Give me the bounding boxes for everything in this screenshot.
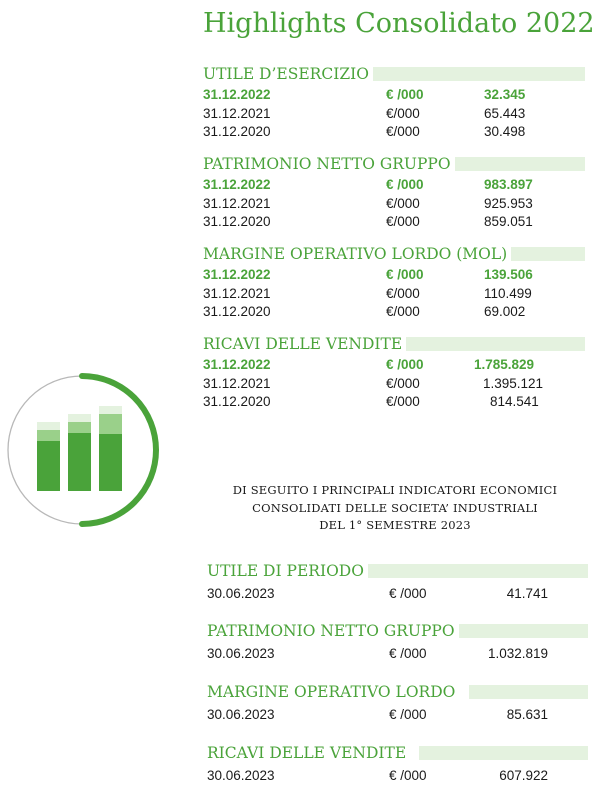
section-title: RICAVI DELLE VENDITE: [207, 743, 410, 763]
row-value: 1.395.121: [483, 375, 544, 391]
row-date: 31.12.2020: [203, 394, 271, 409]
table-row: [203, 176, 585, 195]
row-date: 30.06.2023: [207, 646, 275, 661]
section-margine-operativo-semestre: [207, 682, 588, 725]
row-unit: € /000: [389, 768, 427, 783]
section-header: [207, 561, 588, 585]
section-title: PATRIMONIO NETTO GRUPPO: [207, 621, 459, 641]
section-header: [203, 154, 585, 176]
row-unit: €/000: [386, 124, 420, 139]
row-unit: € /000: [386, 357, 424, 372]
page-title: Highlights Consolidato 2022: [203, 8, 595, 39]
row-date: 31.12.2022: [203, 87, 271, 102]
row-date: 31.12.2021: [203, 375, 271, 391]
table-row: [207, 645, 588, 664]
table-row: [203, 123, 585, 142]
row-value: 110.499: [484, 285, 532, 301]
section-header-bar: [439, 157, 585, 171]
row-date: 30.06.2023: [207, 586, 275, 601]
table-row: [203, 195, 585, 214]
table-row: [203, 266, 585, 285]
row-value: 65.443: [484, 105, 526, 121]
row-unit: €/000: [386, 304, 420, 319]
row-date: 31.12.2020: [203, 124, 271, 139]
intro-line: DEL 1° SEMESTRE 2023: [319, 518, 471, 532]
row-value: 1.032.819: [487, 646, 548, 661]
section-utile-esercizio: [203, 64, 585, 142]
section-title: MARGINE OPERATIVO LORDO: [207, 682, 459, 702]
table-row: [203, 393, 585, 412]
section-ricavi-vendite-semestre: [207, 743, 588, 786]
table-row: [207, 585, 588, 604]
section-header: [207, 621, 588, 645]
row-unit: € /000: [389, 646, 427, 661]
row-value: 859.051: [484, 214, 533, 229]
row-date: 31.12.2022: [203, 357, 271, 372]
row-date: 31.12.2020: [203, 214, 271, 229]
table-row: [203, 285, 585, 304]
row-unit: €/000: [386, 214, 420, 229]
row-value: 41.741: [506, 586, 548, 601]
table-row: [207, 767, 588, 786]
section-header: [207, 682, 588, 706]
section-title: UTILE DI PERIODO: [207, 561, 368, 581]
section-title: MARGINE OPERATIVO LORDO (MOL): [203, 244, 511, 264]
section-title: RICAVI DELLE VENDITE: [203, 334, 406, 354]
row-unit: €/000: [386, 375, 420, 391]
section-header: [203, 64, 585, 86]
section-header-bar: [453, 624, 588, 638]
section-title: PATRIMONIO NETTO GRUPPO: [203, 154, 455, 174]
row-value: 139.506: [484, 267, 533, 282]
intro-line: CONSOLIDATI DELLE SOCIETA’ INDUSTRIALI: [252, 500, 538, 515]
section-header-bar: [365, 564, 588, 578]
table-row: [203, 303, 585, 322]
row-unit: € /000: [389, 586, 427, 601]
section-patrimonio-netto: [203, 154, 585, 232]
row-value: 983.897: [484, 177, 533, 192]
row-value: 814.541: [490, 394, 539, 409]
intro-line: DI SEGUITO I PRINCIPALI INDICATORI ECONOMICI: [232, 483, 558, 497]
row-date: 31.12.2022: [203, 177, 271, 192]
row-value: 1.785.829: [474, 357, 535, 372]
row-unit: € /000: [389, 707, 427, 722]
section-margine-operativo: [203, 244, 585, 322]
section-ricavi-vendite: [203, 334, 585, 412]
table-row: [203, 213, 585, 232]
section-header: [203, 334, 585, 356]
semester-intro: [205, 482, 585, 535]
section-header: [207, 743, 588, 767]
row-unit: €/000: [386, 195, 420, 211]
bar-chart-circle-icon: [4, 372, 160, 528]
section-header-bar: [469, 685, 588, 699]
table-row: [203, 356, 585, 375]
row-unit: € /000: [386, 267, 424, 282]
section-header-bar: [371, 67, 585, 81]
section-title: UTILE D’ESERCIZIO: [203, 64, 373, 84]
section-header-bar: [419, 746, 588, 760]
row-unit: €/000: [386, 285, 420, 301]
row-date: 30.06.2023: [207, 707, 275, 722]
row-value: 69.002: [484, 304, 526, 319]
row-unit: € /000: [386, 87, 424, 102]
table-row: [203, 105, 585, 124]
section-patrimonio-netto-semestre: [207, 621, 588, 664]
row-value: 30.498: [484, 124, 526, 139]
row-unit: € /000: [386, 177, 424, 192]
row-unit: €/000: [386, 394, 420, 409]
table-row: [207, 706, 588, 725]
row-value: 607.922: [499, 768, 548, 783]
row-date: 31.12.2021: [203, 285, 271, 301]
row-date: 30.06.2023: [207, 768, 275, 783]
row-value: 85.631: [506, 707, 548, 722]
row-value: 32.345: [484, 87, 526, 102]
table-row: [203, 375, 585, 394]
row-date: 31.12.2021: [203, 105, 271, 121]
table-row: [203, 86, 585, 105]
section-header: [203, 244, 585, 266]
section-utile-periodo: [207, 561, 588, 604]
row-date: 31.12.2021: [203, 195, 271, 211]
row-unit: €/000: [386, 105, 420, 121]
row-date: 31.12.2022: [203, 267, 271, 282]
row-date: 31.12.2020: [203, 304, 271, 319]
section-header-bar: [389, 337, 585, 351]
row-value: 925.953: [484, 195, 533, 211]
